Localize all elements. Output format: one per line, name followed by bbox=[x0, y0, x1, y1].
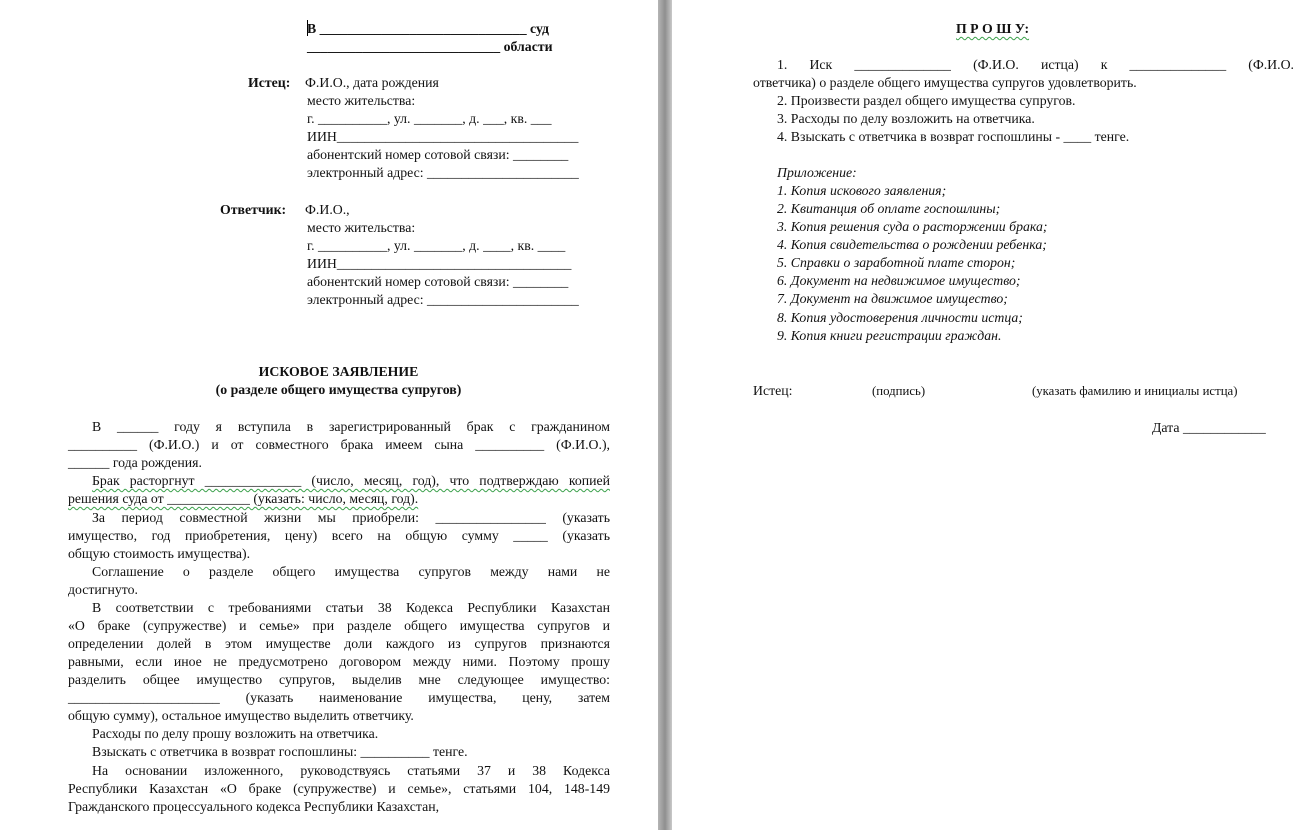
signature-name-placeholder: (указать фамилию и инициалы истца) bbox=[1032, 384, 1238, 398]
date-line: Дата ____________ bbox=[1152, 420, 1266, 435]
attachment-item: 4. Копия свидетельства о рождении ребенка; bbox=[777, 237, 1047, 252]
body-line: ______________________ (указать наименование имущества, цену, затем bbox=[68, 690, 610, 705]
plaintiff-label: Истец: bbox=[248, 75, 291, 90]
plaintiff-line: г. __________, ул. _______, д. ___, кв. ___ bbox=[307, 111, 552, 126]
body-line: Соглашение о разделе общего имущества супругов между нами не bbox=[92, 564, 610, 579]
body-line: разделить общее имущество супругов, выделив мне следующее имущество: bbox=[68, 672, 610, 687]
body-line: равными, если иное не предусмотрено договором между ними. Поэтому прошу bbox=[68, 654, 610, 669]
attachment-item: 9. Копия книги регистрации граждан. bbox=[777, 328, 1002, 343]
attachment-item: 1. Копия искового заявления; bbox=[777, 183, 947, 198]
body-line: Расходы по делу прошу возложить на ответчика. bbox=[92, 726, 379, 741]
body-line: ______ года рождения. bbox=[68, 455, 202, 470]
signature-label: Истец: bbox=[753, 383, 793, 398]
request-line: ответчика) о разделе общего имущества супругов удовлетворить. bbox=[753, 75, 1137, 90]
signature-placeholder: (подпись) bbox=[872, 384, 926, 398]
court-line-2: ____________________________ области bbox=[307, 39, 553, 54]
body-line: решения суда от ____________ (указать: число, месяц, год). bbox=[68, 491, 419, 506]
right-document-page bbox=[672, 0, 1312, 830]
body-line: За период совместной жизни мы приобрели: ________________ (указать bbox=[92, 510, 610, 525]
body-line: В соответствии с требованиями статьи 38 Кодекса Республики Казахстан bbox=[92, 600, 610, 615]
body-line: общую сумму), остальное имущество выделить ответчику. bbox=[68, 708, 414, 723]
body-line: Гражданского процессуального кодекса Республики Казахстан, bbox=[68, 799, 440, 814]
plaintiff-line: абонентский номер сотовой связи: ________ bbox=[307, 147, 569, 162]
body-line: __________ (Ф.И.О.) и от совместного брака имеем сына __________ (Ф.И.О.), bbox=[68, 437, 610, 452]
body-line: достигнуто. bbox=[68, 582, 138, 597]
defendant-line: место жительства: bbox=[307, 220, 416, 235]
court-line-1: В ______________________________ суд bbox=[307, 21, 550, 36]
body-line: имущество, год приобретения, цену) всего на общую сумму _____ (указать bbox=[68, 528, 610, 543]
attachment-item: 8. Копия удостоверения личности истца; bbox=[777, 310, 1023, 325]
defendant-label: Ответчик: bbox=[220, 202, 287, 217]
attachment-item: 3. Копия решения суда о расторжении брака; bbox=[777, 219, 1048, 234]
body-line: На основании изложенного, руководствуясь статьями 37 и 38 Кодекса bbox=[92, 763, 610, 778]
defendant-line: абонентский номер сотовой связи: ________ bbox=[307, 274, 569, 289]
body-line: определении долей в этом имуществе доли каждого из супругов признаются bbox=[68, 636, 610, 651]
body-line: общую стоимость имущества). bbox=[68, 546, 251, 561]
defendant-line: ИИН__________________________________ bbox=[307, 256, 572, 271]
request-line: 1. Иск ______________ (Ф.И.О. истца) к ______________ (Ф.И.О. bbox=[777, 57, 1294, 72]
attachment-item: 2. Квитанция об оплате госпошлины; bbox=[777, 201, 1001, 216]
request-line: 4. Взыскать с ответчика в возврат госпошлины - ____ тенге. bbox=[777, 129, 1130, 144]
plaintiff-line: Ф.И.О., дата рождения bbox=[305, 75, 439, 90]
page-separator bbox=[658, 0, 672, 830]
attachment-item: 7. Документ на движимое имущество; bbox=[777, 291, 1008, 306]
body-line: Взыскать с ответчика в возврат госпошлины: __________ тенге. bbox=[92, 744, 468, 759]
document-subtitle: (о разделе общего имущества супругов) bbox=[215, 382, 462, 397]
attachment-item: 6. Документ на недвижимое имущество; bbox=[777, 273, 1021, 288]
plaintiff-line: электронный адрес: ______________________ bbox=[307, 165, 579, 180]
attachments-title: Приложение: bbox=[777, 165, 857, 180]
plaintiff-line: ИИН___________________________________ bbox=[307, 129, 579, 144]
body-line: «О браке (супружестве) и семье» при разделе общего имущества супругов и bbox=[68, 618, 610, 633]
defendant-line: г. __________, ул. _______, д. ____, кв. ____ bbox=[307, 238, 566, 253]
request-line: 3. Расходы по делу возложить на ответчика. bbox=[777, 111, 1035, 126]
request-line: 2. Произвести раздел общего имущества супругов. bbox=[777, 93, 1076, 108]
body-line: Брак расторгнут ______________ (число, месяц, год), что подтверждаю копией bbox=[92, 473, 610, 488]
attachment-item: 5. Справки о заработной плате сторон; bbox=[777, 255, 1016, 270]
plaintiff-line: место жительства: bbox=[307, 93, 416, 108]
defendant-line: электронный адрес: ______________________ bbox=[307, 292, 579, 307]
document-title: ИСКОВОЕ ЗАЯВЛЕНИЕ bbox=[258, 364, 419, 379]
body-line: Республики Казахстан «О браке (супружестве) и семье», статьями 104, 148-149 bbox=[68, 781, 610, 796]
defendant-line: Ф.И.О., bbox=[305, 202, 350, 217]
request-heading: П Р О Ш У: bbox=[956, 21, 1030, 36]
body-line: В ______ году я вступила в зарегистрированный брак с гражданином bbox=[92, 419, 610, 434]
